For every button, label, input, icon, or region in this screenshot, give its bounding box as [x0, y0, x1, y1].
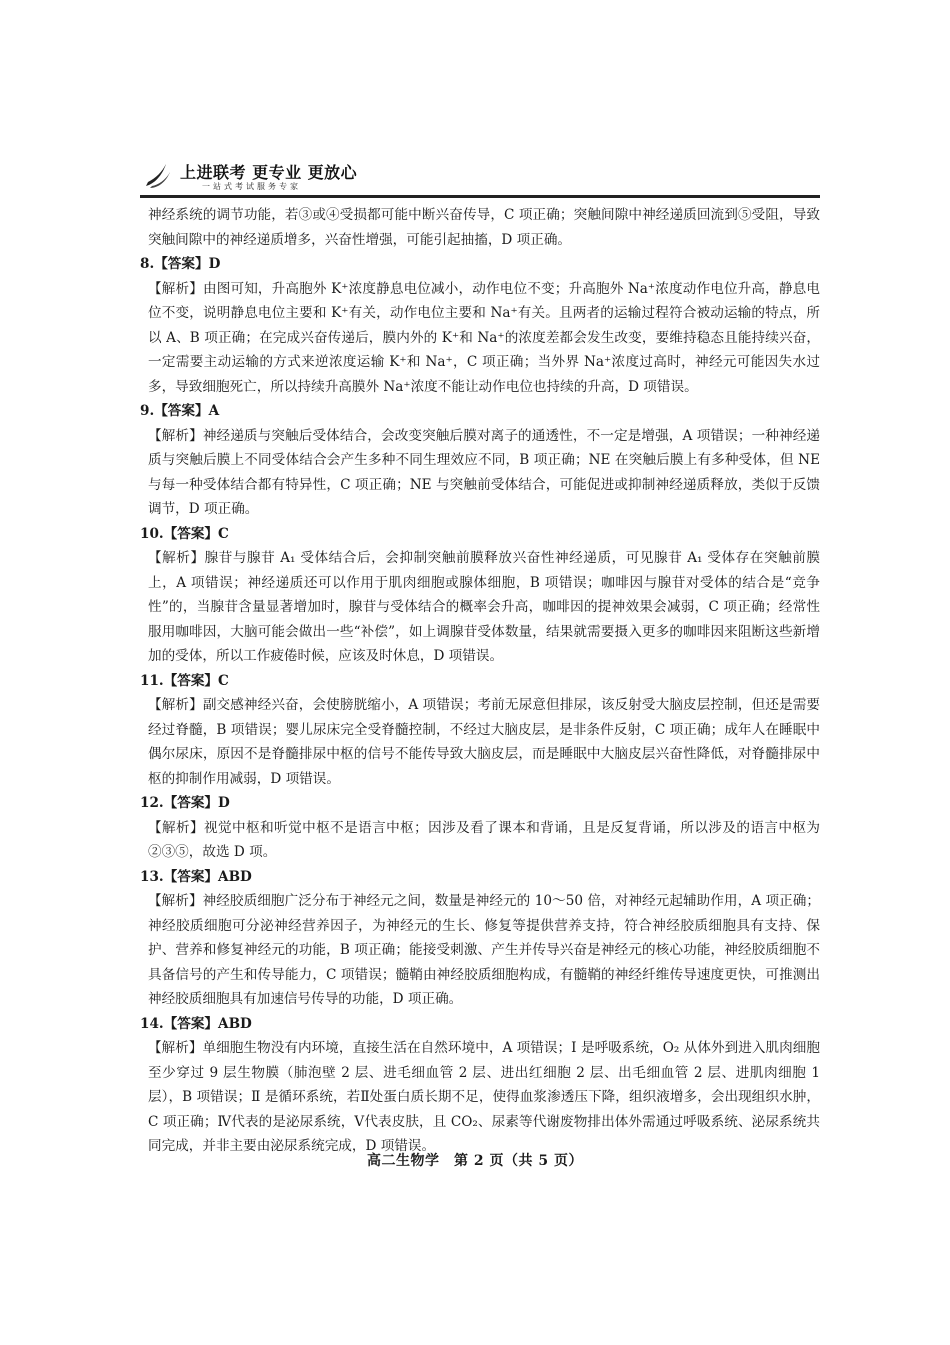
brand-logo-icon [140, 158, 176, 194]
brand-name: 上进联考 更专业 更放心 [180, 163, 358, 182]
answer-line: 8.【答案】D [140, 256, 221, 272]
brand-slogan: 一站式考试服务专家 [202, 182, 301, 191]
explanation-paragraph: 【解析】神经胶质细胞广泛分布于神经元之间，数量是神经元的 10～50 倍，对神经元起辅助作用，A 项正确；神经胶质细胞可分泌神经营养因子，为神经元的生长、修复等提供营养支持，符合神经胶质细胞具有支持、保护、营养和修复神经元的功能，B 项正确；能接受刺激、产生并传导兴奋是神经元的核心功能，神经胶质细胞不具备信号的产生和传导能力，C 项错误；髓鞘由神经胶质细胞构成，有髓鞘的神经纤维传导速度更快，可推测出神经胶质细胞具有加速信号传导的功能，D 项正确。 [148, 893, 820, 1007]
explanation-paragraph: 【解析】副交感神经兴奋，会使膀胱缩小，A 项错误；考前无尿意但排尿，该反射受大脑皮层控制，但还是需要经过脊髓，B 项错误；婴儿尿床完全受脊髓控制，不经过大脑皮层，是非条件反射，C 项正确；成年人在睡眠中偶尔尿床，原因不是脊髓排尿中枢的信号不能传导致大脑皮层，而是睡眠中大脑皮层兴奋性降低，对脊髓排尿中枢的抑制作用减弱，D 项错误。 [148, 697, 820, 787]
header-divider [140, 195, 820, 198]
answer-line: 13.【答案】ABD [140, 868, 252, 885]
answer-explanations [140, 203, 820, 1159]
answer-line: 10.【答案】C [140, 525, 229, 542]
explanation-paragraph: 【解析】神经递质与突触后受体结合，会改变突触后膜对离子的通透性，不一定是增强，A 项错误；一种神经递质与突触后膜上不同受体结合会产生多种不同生理效应不同，B 项正确；NE 在突触后膜上有多种受体，但 NE 与每一种受体结合都有特异性，C 项正确；NE 与突触前受体结合，可能促进或抑制神经递质释放，类似于反馈调节，D 项正确。 [148, 427, 820, 517]
answer-line: 9.【答案】A [140, 403, 220, 419]
explanation-paragraph: 神经系统的调节功能，若③或④受损都可能中断兴奋传导，C 项正确；突触间隙中神经递质回流到⑤受阻，导致突触间隙中的神经递质增多，兴奋性增强，可能引起抽搐，D 项正确。 [148, 207, 820, 248]
page-footer: 高二生物学 第 2 页（共 5 页） [367, 1153, 583, 1169]
explanation-paragraph: 【解析】视觉中枢和听觉中枢不是语言中枢；因涉及看了课本和背诵，且是反复背诵，所以涉及的语言中枢为②③⑤，故选 D 项。 [148, 819, 820, 860]
explanation-paragraph: 【解析】腺苷与腺苷 A₁ 受体结合后，会抑制突触前膜释放兴奋性神经递质，可见腺苷 A₁ 受体存在突触前膜上，A 项错误；神经递质还可以作用于肌肉细胞或腺体细胞，B 项错误；咖啡因与腺苷对受体的结合是“竞争性”的，当腺苷含量显著增加时，腺苷与受体结合的概率会升高，咖啡因的提神效果会减弱，C 项正确；经常性服用咖啡因，大脑可能会做出一些“补偿”，如上调腺苷受体数量，结果就需要摄入更多的咖啡因来阻断这些新增加的受体，所以工作疲倦时候，应该及时休息，D 项错误。 [148, 550, 820, 664]
page-header [140, 152, 820, 200]
answer-line: 12.【答案】D [140, 795, 230, 811]
explanation-paragraph: 【解析】单细胞生物没有内环境，直接生活在自然环境中，A 项错误；Ⅰ 是呼吸系统，O₂ 从体外到进入肌肉细胞至少穿过 9 层生物膜（肺泡壁 2 层、进毛细血管 2 层、进出红细胞 2 层、出毛细血管 2 层、进肌肉细胞 1 层），B 项错误；Ⅱ 是循环系统，若Ⅱ处蛋白质长期不足，使得血浆渗透压下降，组织液增多，会出现组织水肿，C 项正确；Ⅳ代表的是泌尿系统，Ⅴ代表皮肤，且 CO₂、尿素等代谢废物排出体外需通过呼吸系统、泌尿系统共同完成，并非主要由泌尿系统完成，D 项错误。 [148, 1040, 820, 1154]
answer-line: 14.【答案】ABD [140, 1015, 252, 1032]
answer-line: 11.【答案】C [140, 672, 229, 689]
explanation-paragraph: 【解析】由图可知，升高胞外 K⁺浓度静息电位减小，动作电位不变；升高胞外 Na⁺浓度动作电位升高，静息电位不变，说明静息电位主要和 K⁺有关，动作电位主要和 Na⁺有关。且两者的运输过程符合被动运输的特点，所以 A、B 项正确；在完成兴奋传递后，膜内外的 K⁺和 Na⁺的浓度差都会发生改变，要维持稳态且能持续兴奋，一定需要主动运输的方式来逆浓度运输 K⁺和 Na⁺，C 项正确；当外界 Na⁺浓度过高时，神经元可能因失水过多，导致细胞死亡，所以持续升高膜外 Na⁺浓度不能让动作电位也持续的升高，D 项错误。 [148, 280, 820, 395]
